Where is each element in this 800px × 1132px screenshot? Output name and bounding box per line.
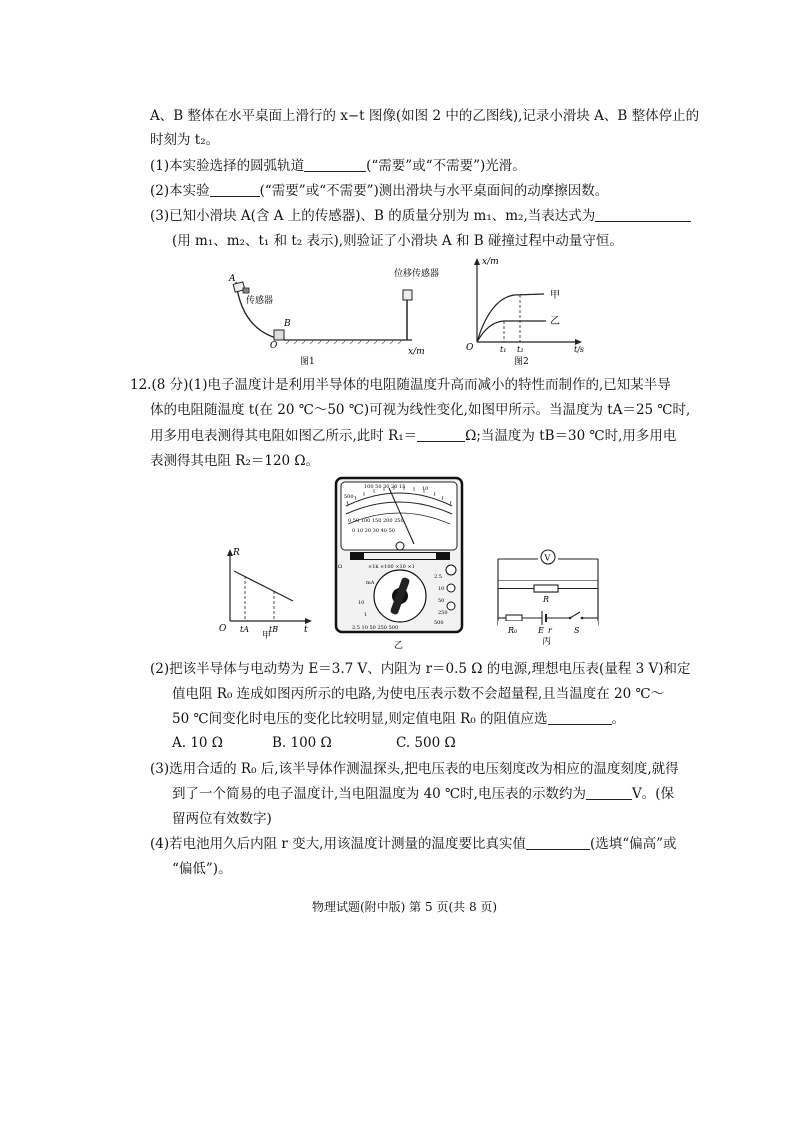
answer-blank[interactable] [304, 157, 366, 172]
figure-2 [462, 254, 592, 366]
resistor-R0 [506, 615, 522, 621]
svg-text:10: 10 [422, 486, 429, 492]
figure-yi-caption: 乙 [394, 641, 404, 651]
q12-line2: 体的电阻随温度 t(在 20 ℃～50 ℃)可视为线性变化,如图甲所示。当温度为 tA＝25 ℃时, [150, 402, 691, 418]
scale-bottom: 2.5 10 50 250 500 [352, 625, 399, 631]
svg-text:500: 500 [344, 494, 354, 500]
svg-text:500: 500 [434, 620, 444, 626]
figure-2-caption: 图2 [514, 357, 529, 367]
switch-S [570, 612, 580, 618]
q12-p3-line2-end: V。(保 [631, 786, 674, 802]
q12-line1: 12.(8 分)(1)电子温度计是利用半导体的电阻随温度升高而减小的特性而制作的,已知某半导 [130, 377, 671, 393]
page-footer: 物理试题(附中版) 第 5 页(共 8 页) [312, 900, 498, 914]
svg-text:10: 10 [438, 586, 445, 592]
figure-yi-multimeter [334, 476, 466, 652]
q12-p4-line1 [150, 835, 677, 853]
svg-text:1: 1 [364, 612, 368, 618]
label-displacement-sensor: 位移传感器 [394, 269, 440, 279]
q12-p2-line3-text: 50 ℃间变化时电压的变化比较明显,则定值电阻 R₀ 的阻值应选 [172, 711, 548, 727]
q11-part1-text-end: (“需要”或“不需要”)光滑。 [366, 158, 526, 174]
label-sensor: 传感器 [246, 296, 274, 306]
svg-text:10: 10 [358, 600, 365, 606]
q12-option-c[interactable]: C. 500 Ω [396, 735, 456, 751]
q11-part1-text: (1)本实验选择的圆弧轨道 [150, 158, 305, 174]
label-t2: t₂ [517, 345, 524, 354]
q12-line4: 表测得其电阻 R₂＝120 Ω。 [150, 453, 320, 469]
resistance-line [234, 571, 293, 601]
q11-part3 [150, 207, 691, 225]
label-t1: t₁ [500, 345, 507, 354]
q11-part1 [150, 157, 526, 175]
answer-blank[interactable] [210, 182, 260, 197]
q11-part3-text: (3)已知小滑块 A(含 A 上的传感器)、B 的质量分别为 m₁、m₂,当表达式为 [150, 208, 596, 224]
q12-p2-line3 [172, 710, 625, 728]
q12-p2-line2: 值电阻 R₀ 连成如图丙所示的电路,为使电压表示数不会超量程,且当温度在 20 ℃～ [172, 686, 665, 702]
svg-text:Ω: Ω [338, 564, 343, 570]
figure-1-caption: 图1 [300, 357, 315, 367]
label-jia: 甲 [550, 290, 560, 301]
q12-line3 [150, 427, 676, 445]
q11-line2: 时刻为 t₂。 [150, 132, 220, 148]
q12-line3-text: 用多用电表测得其电阻如图乙所示,此时 R₁＝ [150, 428, 418, 444]
answer-blank[interactable] [526, 835, 590, 850]
label-B: B [284, 319, 291, 329]
label-x-axis: x/m [408, 347, 425, 357]
q12-p3-line3: 留两位有效数字) [172, 811, 272, 827]
q11-part2-text-end: (“需要”或“不需要”)测出滑块与水平桌面间的动摩擦因数。 [259, 183, 609, 199]
svg-text:50: 50 [438, 598, 445, 604]
svg-text:250: 250 [438, 610, 448, 616]
answer-blank[interactable] [548, 710, 612, 725]
svg-text:0 50 100 150 200 250: 0 50 100 150 200 250 [348, 518, 404, 524]
svg-text:0 10 20 30 40 50: 0 10 20 30 40 50 [352, 528, 395, 534]
label-t: t [304, 625, 308, 635]
q12-option-b[interactable]: B. 100 Ω [272, 735, 332, 751]
label-R0: R₀ [508, 626, 518, 635]
label-tA: tA [240, 625, 249, 634]
answer-blank[interactable] [586, 785, 632, 800]
q12-p3-line2 [172, 785, 674, 803]
q12-p2-line1: (2)把该半导体与电动势为 E＝3.7 V、内阻为 r＝0.5 Ω 的电源,理想电压表(量程 3 V)和定 [150, 661, 691, 677]
q11-line1: A、B 整体在水平桌面上滑行的 x−t 图像(如图 2 中的乙图线),记录小滑块 A、B 整体停止的 [150, 108, 700, 124]
label-r: r [548, 626, 552, 635]
range-label: ×1k ×100 ×10 ×1 [368, 564, 415, 570]
svg-text:mA: mA [366, 580, 375, 586]
q12-line3-text-end: Ω;当温度为 tB＝30 ℃时,用多用电 [465, 428, 677, 444]
q12-p4-line1-end: (选填“偏高”或 [589, 836, 677, 852]
label-R: R [543, 595, 550, 604]
label-A: A [229, 274, 236, 284]
q11-part2 [150, 182, 608, 200]
q12-p3-line1: (3)选用合适的 R₀ 后,该半导体作测温探头,把电压表的电压刻度改为相应的温度刻度,就得 [150, 761, 679, 777]
figure-bing-circuit [490, 545, 602, 645]
curve-yi [477, 321, 546, 342]
label-O: O [219, 624, 227, 634]
figure-1 [222, 262, 440, 367]
q12-p4-line1-text: (4)若电池用久后内阻 r 变大,用该温度计测量的温度要比真实值 [150, 836, 526, 852]
figure-bing-caption: 丙 [542, 637, 552, 647]
figure-jia-caption: 甲 [262, 631, 272, 641]
label-yi: 乙 [550, 316, 560, 327]
curve-jia [477, 294, 544, 342]
label-O: O [270, 341, 278, 351]
svg-text:2.5: 2.5 [434, 574, 442, 580]
label-S: S [574, 626, 580, 635]
answer-blank[interactable] [595, 207, 691, 222]
q12-p4-line2: “偏低”)。 [172, 861, 232, 877]
q12-option-a[interactable]: A. 10 Ω [172, 735, 223, 751]
y-axis-label: x/m [482, 257, 499, 267]
label-V: V [544, 553, 551, 563]
label-tB: tB [269, 625, 279, 634]
figure-jia [218, 545, 318, 640]
label-E: E [538, 626, 544, 635]
q11-part2-text: (2)本实验 [150, 183, 210, 199]
q12-p2-line3-end: 。 [611, 711, 626, 727]
answer-blank[interactable] [417, 427, 465, 442]
label-R: R [233, 548, 240, 558]
label-O: O [466, 343, 474, 353]
svg-text:100 50 30 20 15: 100 50 30 20 15 [364, 484, 406, 490]
label-t-axis: t/s [574, 345, 585, 354]
q12-p3-line2-text: 到了一个简易的电子温度计,当电阻温度为 40 ℃时,电压表的示数约为 [172, 786, 586, 802]
q11-part3-line2: (用 m₁、m₂、t₁ 和 t₂ 表示),则验证了小滑块 A 和 B 碰撞过程中动量守恒。 [172, 233, 623, 249]
